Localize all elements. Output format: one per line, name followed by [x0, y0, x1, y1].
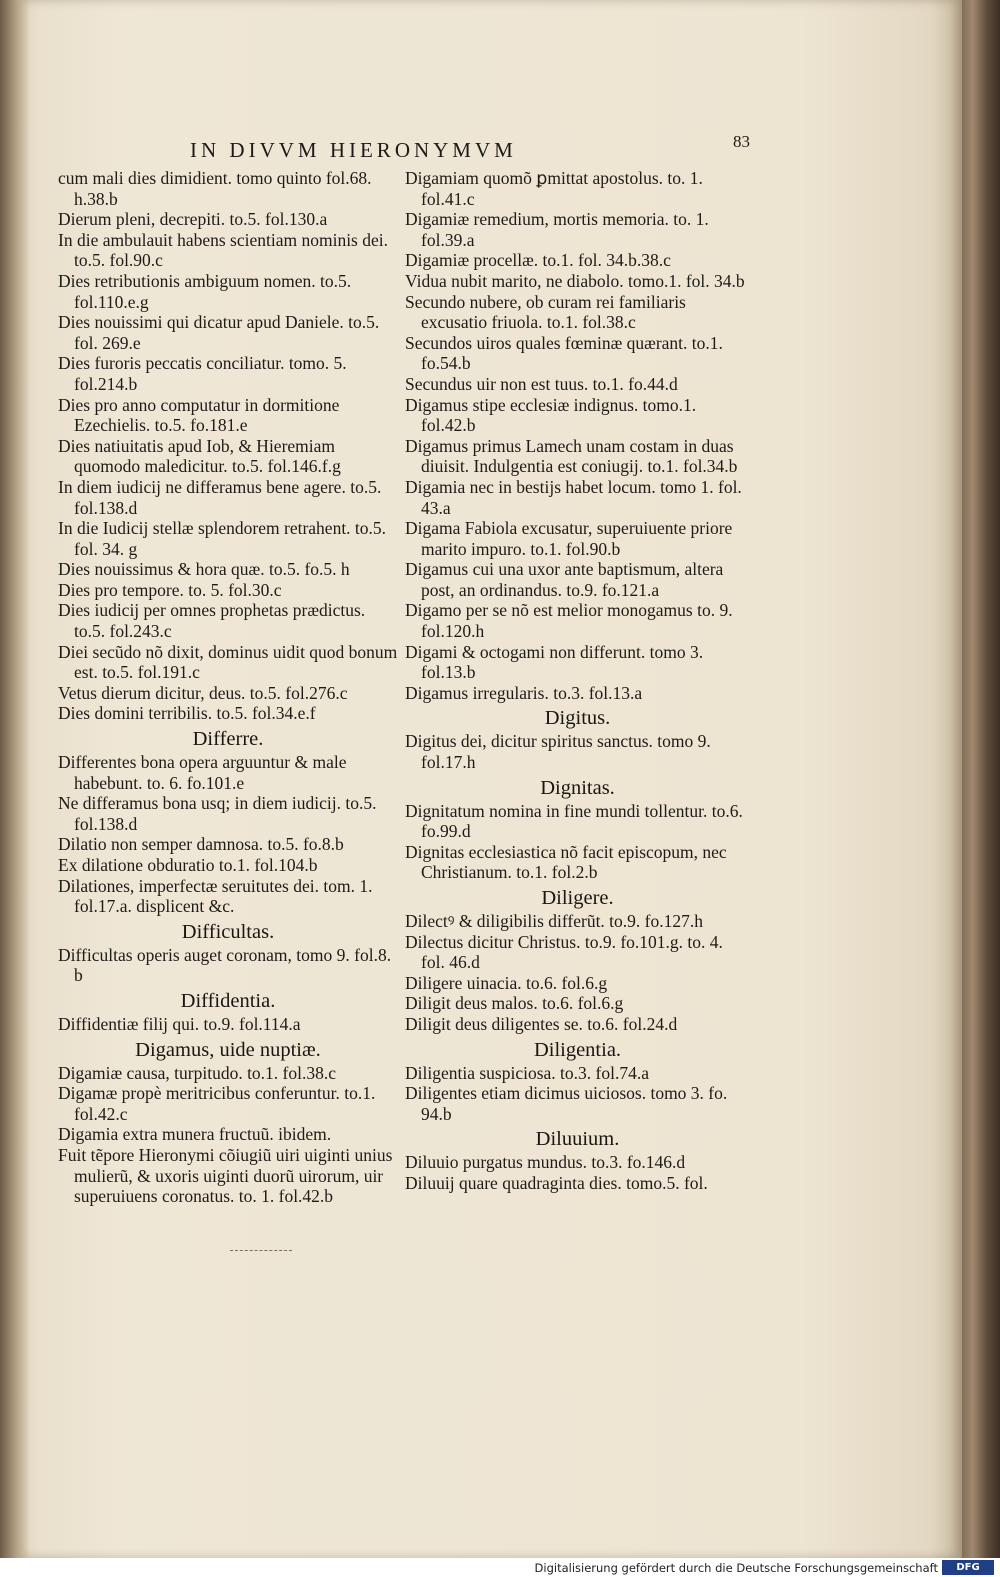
index-entry: Dilectꝰ & diligibilis differũt. to.9. fo.127.h — [405, 911, 703, 931]
index-entry: Dilationes, imperfectæ seruitutes dei. tom. 1. fol.17.a. displicent &c. — [58, 875, 373, 917]
index-entry: Digamus cui una uxor ante baptismum, altera post, an ordinandus. to.9. fo.121.a — [405, 559, 724, 600]
index-heading: Differre. — [192, 728, 264, 751]
dfg-logo: DFG — [942, 1560, 994, 1575]
index-entry: Digamus stipe ecclesiæ indignus. tomo.1. fol.42.b — [405, 394, 697, 436]
binding-gutter — [0, 0, 30, 1558]
index-entry: Digitus dei, dicitur spiritus sanctus. tomo 9. fol.17.h — [405, 731, 711, 773]
index-entry: Diligit deus malos. to.6. fol.6.g — [405, 993, 624, 1014]
index-entry: Differentes bona opera arguuntur & male habebunt. to. 6. fo.101.e — [58, 752, 347, 793]
index-entry: Dignitatum nomina in fine mundi tollentur. to.6. fo.99.d — [405, 800, 743, 842]
index-heading: Diligentia. — [533, 1038, 622, 1061]
running-title: IN DIVVM HIERONYMVM — [190, 138, 517, 162]
running-head — [190, 132, 750, 168]
index-entry: Dies nouissimi qui dicatur apud Daniele. to.5. fol. 269.e — [58, 312, 380, 353]
index-entry: Dies furoris peccatis conciliatur. tomo. 5. fol.214.b — [58, 353, 347, 394]
folio-number: 83 — [733, 132, 750, 151]
index-entry: In diem iudicij ne differamus bene agere. to.5. fol.138.d — [58, 476, 382, 518]
index-heading: Digitus. — [544, 707, 611, 730]
index-entry: Digamus primus Lamech unam costam in duas diuisit. Indulgentia est coniugij. to.1. fol.34.b — [405, 435, 738, 477]
index-entry: Diligit deus diligentes se. to.6. fol.24.d — [405, 1013, 678, 1034]
index-entry: Diligentia suspiciosa. to.3. fol.74.a — [405, 1062, 649, 1083]
index-entry: Digama Fabiola excusatur, superuiuente priore marito impuro. to.1. fol.90.b — [405, 518, 733, 559]
index-entry: Digamiæ procellæ. to.1. fol. 34.b.38.c — [405, 250, 671, 271]
index-entry: Digamiæ remedium, mortis memoria. to. 1. fol.39.a — [405, 209, 709, 250]
index-heading: Diluuium. — [535, 1128, 620, 1151]
index-entry: Dies iudicij per omnes prophetas prædictus. to.5. fol.243.c — [58, 600, 366, 642]
index-entry: Diei secũdo nõ dixit, dominus uidit quod bonum est. to.5. fol.191.c — [58, 641, 398, 683]
index-entry: cum mali dies dimidient. tomo quinto fol.68. h.38.b — [58, 168, 372, 209]
index-entry: Secundo nubere, ob curam rei familiaris excusatio friuola. to.1. fol.38.c — [405, 291, 686, 333]
index-entry: Secundos uiros quales fœminæ quærant. to.1. fo.54.b — [405, 332, 723, 374]
index-entry: Digamo per se nõ est melior monogamus to. 9. fol.120.h — [405, 600, 733, 642]
index-entry: Dies retributionis ambiguum nomen. to.5. fol.110.e.g — [58, 270, 352, 312]
index-entry: Dilatio non semper damnosa. to.5. fo.8.b — [58, 834, 344, 855]
index-entry: Vetus dierum dicitur, deus. to.5. fol.276.c — [58, 682, 348, 703]
index-entry: Dies pro tempore. to. 5. fol.30.c — [58, 579, 282, 600]
index-entry: Digamiam quomõ ꝑmittat apostolus. to. 1. fol.41.c — [405, 168, 703, 209]
index-heading: Difficultas. — [181, 920, 275, 943]
index-entry: Ne differamus bona usq; in diem iudicij. to.5. fol.138.d — [58, 793, 377, 834]
index-entry: Digamus irregularis. to.3. fol.13.a — [405, 682, 643, 703]
index-entry: In die ambulauit habens scientiam nominis dei. to.5. fol.90.c — [58, 229, 388, 271]
index-entry: Diluuij quare quadraginta dies. tomo.5. fol. — [405, 1172, 708, 1193]
index-entry: Digamia extra munera fructuũ. ibidem. — [58, 1124, 332, 1145]
index-heading: Diffidentia. — [180, 989, 276, 1012]
index-entry: Digamæ propè meritricibus conferuntur. to.1. fol.42.c — [58, 1083, 376, 1124]
index-entry: Fuit tẽpore Hieronymi cõiugiũ uiri uiginti unius mulierũ, & uxoris uiginti duorũ uirorum, uir superuiuens coronatus. to. 1. fol.42.b — [58, 1144, 393, 1207]
index-entry: Dies natiuitatis apud Iob, & Hieremiam quomodo maledicitur. to.5. fol.146.f.g — [58, 435, 341, 477]
index-entry: Diligentes etiam dicimus uiciosos. tomo 3. fo. 94.b — [405, 1083, 728, 1124]
index-entry: Dignitas ecclesiastica nõ facit episcopum, nec Christianum. to.1. fol.2.b — [405, 841, 727, 883]
index-entry: Diligere uinacia. to.6. fol.6.g — [405, 972, 608, 993]
index-entry: Digami & octogami non differunt. tomo 3. fol.13.b — [405, 641, 704, 683]
index-entry: Secundus uir non est tuus. to.1. fo.44.d — [405, 373, 678, 394]
index-entry: Dies nouissimus & hora quæ. to.5. fo.5. h — [58, 559, 350, 580]
index-entry: In die Iudicij stellæ splendorem retrahent. to.5. fol. 34. g — [58, 518, 387, 559]
index-heading: Diligere. — [541, 887, 614, 909]
index-entry: Diluuio purgatus mundus. to.3. fo.146.d — [405, 1152, 686, 1173]
index-entry: Dies pro anno computatur in dormitione Ezechielis. to.5. fo.181.e — [58, 394, 340, 436]
digitization-credit: Digitalisierung gefördert durch die Deutsche Forschungsgemeinschaft — [534, 1561, 938, 1575]
index-entry: Dilectus dicitur Christus. to.9. fo.101.g. to. 4. fol. 46.d — [405, 931, 723, 973]
index-entry: Dies domini terribilis. to.5. fol.34.e.f — [58, 703, 316, 724]
index-column-right — [405, 168, 750, 1194]
index-heading: Dignitas. — [540, 776, 615, 799]
index-entry: Digamia nec in bestijs habet locum. tomo 1. fol. 43.a — [405, 476, 742, 518]
index-entry: Dierum pleni, decrepiti. to.5. fol.130.a — [58, 209, 328, 230]
index-entry: Ex dilatione obduratio to.1. fol.104.b — [58, 855, 318, 875]
index-entry: Vidua nubit marito, ne diabolo. tomo.1. fol. 34.b — [405, 270, 745, 291]
end-rule — [230, 1250, 292, 1251]
index-entry: Digamiæ causa, turpitudo. to.1. fol.38.c — [58, 1062, 337, 1083]
index-column-left — [58, 168, 398, 1207]
index-heading: Digamus, uide nuptiæ. — [135, 1038, 321, 1061]
book-page-edges — [958, 0, 1000, 1560]
index-entry: Diffidentiæ filij qui. to.9. fol.114.a — [58, 1013, 301, 1034]
index-entry: Difficultas operis auget coronam, tomo 9. fol.8. b — [58, 944, 392, 986]
